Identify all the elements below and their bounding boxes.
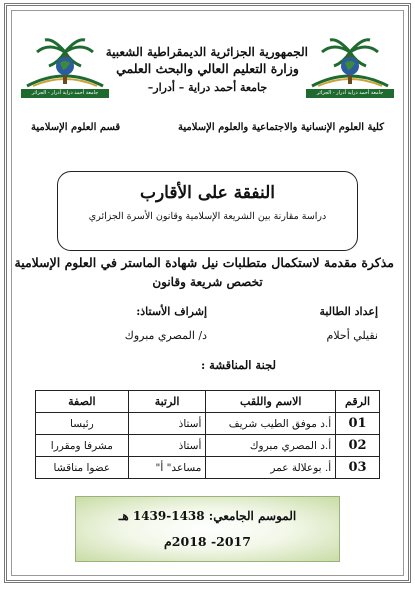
column-header-role: الصفة: [36, 391, 129, 413]
student-block: [218, 304, 378, 344]
republic-name: الجمهورية الجزائرية الديمقراطية الشعبية: [105, 45, 308, 59]
student-label: إعداد الطالبة: [319, 305, 378, 318]
table-row: [36, 457, 380, 479]
memo-statement: [14, 254, 394, 292]
logo-caption: جامعة أحمد دراية أدرار - الجزائر: [306, 89, 394, 98]
member-number: 03: [336, 457, 380, 479]
table-header-row: [36, 391, 380, 413]
jury-table: [35, 390, 380, 479]
palm-emblem-icon: [304, 36, 396, 90]
supervisor-name: د/ المصري مبروك: [124, 329, 207, 342]
season-hijri: الموسم الجامعي: 1438-1439 هـ: [118, 509, 297, 523]
university-logo-left: [19, 36, 111, 98]
memo-degree-line: مذكرة مقدمة لاستكمال متطلبات نيل شهادة الماستر في العلوم الإسلامية: [14, 255, 394, 270]
faculty-name: كلية العلوم الإنسانية والاجتماعية والعلوم الإسلامية: [178, 122, 384, 133]
column-header-number: الرقم: [336, 391, 380, 413]
university-name: جامعة أحمد دراية – أدرار–: [147, 81, 268, 94]
document-page: [4, 3, 411, 583]
member-role: عضوا مناقشا: [36, 457, 129, 479]
thesis-title: النفقة على الأقارب: [139, 183, 276, 203]
season-gregorian: 2017- 2018م: [164, 534, 251, 549]
committee-title: لجنة المناقشة :: [200, 358, 276, 372]
supervisor-label: إشراف الأستاذ:: [136, 305, 207, 318]
palm-emblem-icon: [19, 36, 111, 90]
member-rank: مساعد" أ": [128, 457, 206, 479]
institution-header: [107, 44, 308, 97]
department-name: قسم العلوم الإسلامية: [31, 122, 121, 133]
member-number: 02: [336, 435, 380, 457]
author-supervisor-block: [37, 304, 378, 364]
logo-caption: جامعة أحمد دراية أدرار - الجزائر: [21, 89, 109, 98]
member-name: أ.د المصري مبروك: [206, 435, 336, 457]
member-number: 01: [336, 413, 380, 435]
academic-season-box: [75, 496, 340, 562]
member-name: أ. بوعلالة عمر: [206, 457, 336, 479]
supervisor-block: [47, 304, 207, 344]
student-name: نقيلي أحلام: [326, 329, 378, 342]
member-role: مشرفا ومقررا: [36, 435, 129, 457]
member-rank: أستاذ: [128, 435, 206, 457]
table-row: [36, 435, 380, 457]
thesis-title-box: [57, 171, 358, 251]
memo-specialty-line: تخصص شريعة وقانون: [152, 275, 263, 289]
member-role: رئيسا: [36, 413, 129, 435]
member-rank: أستاذ: [128, 413, 206, 435]
column-header-name: الاسم واللقب: [206, 391, 336, 413]
thesis-subtitle: دراسة مقارنة بين الشريعة الإسلامية وقانون الأسرة الجزائري: [88, 211, 327, 222]
university-logo-right: [304, 36, 396, 98]
ministry-name: وزارة التعليم العالي والبحث العلمي: [116, 61, 299, 76]
table-row: [36, 413, 380, 435]
column-header-rank: الرتبة: [128, 391, 206, 413]
member-name: أ.د موفق الطيب شريف: [206, 413, 336, 435]
